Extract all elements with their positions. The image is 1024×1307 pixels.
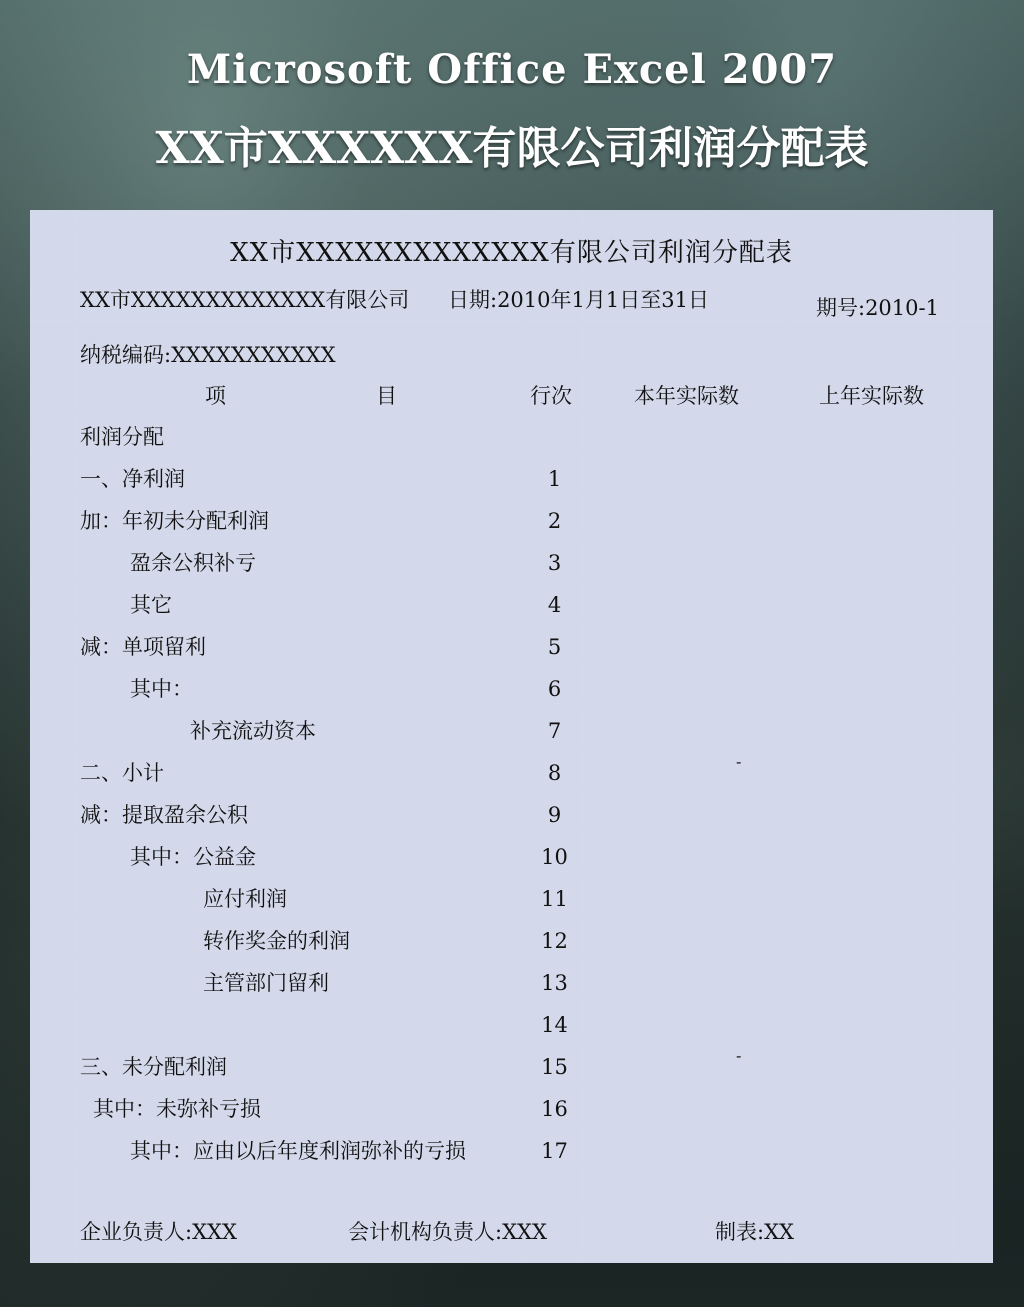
period-number: 期号:2010-1 (816, 296, 939, 320)
gridline (30, 1081, 993, 1083)
footer-preparer: 制表:XX (715, 1220, 794, 1244)
row-line-no: 11 (541, 887, 568, 911)
sheet-title: XX市XXXXXXXXXXXXX有限公司利润分配表 (230, 238, 793, 268)
row-label: 其它 (130, 593, 172, 617)
row-label: 三、未分配利润 (80, 1055, 227, 1079)
row-label: 盈余公积补亏 (130, 551, 256, 575)
gridline (30, 997, 993, 999)
gridline (30, 274, 993, 276)
row-label: 一、净利润 (80, 467, 185, 491)
gridline (30, 535, 993, 537)
company-name: XX市XXXXXXXXXXXXX有限公司 (80, 288, 410, 312)
row-label: 补充流动资本 (190, 719, 316, 743)
gridline (30, 577, 993, 579)
gridline (30, 619, 993, 621)
row-line-no: 5 (547, 635, 562, 659)
row-line-no: 3 (547, 551, 562, 575)
gridline (952, 210, 954, 1263)
header-last-year: 上年实际数 (819, 384, 924, 408)
header-item: 项 (205, 384, 226, 408)
row-line-no: 8 (547, 761, 562, 785)
row-label: 减：单项留利 (80, 635, 206, 659)
gridline (30, 871, 993, 873)
footer-manager: 企业负责人:XXX (80, 1220, 237, 1244)
spreadsheet (30, 210, 993, 1263)
row-label: 利润分配 (80, 425, 164, 449)
gridline (30, 955, 993, 957)
banner-title: Microsoft Office Excel 2007 (186, 46, 838, 93)
row-label: 减：提取盈余公积 (80, 803, 248, 827)
header-line-no: 行次 (530, 384, 572, 408)
gridline (30, 409, 993, 411)
row-label: 其中：公益金 (130, 845, 256, 869)
gridline (30, 745, 993, 747)
gridline (75, 210, 77, 1263)
row-label: 其中：应由以后年度利润弥补的亏损 (130, 1139, 466, 1163)
gridline (30, 1123, 993, 1125)
row-label: 其中：未弥补亏损 (93, 1097, 261, 1121)
row-line-no: 14 (541, 1013, 568, 1037)
gridline (30, 787, 993, 789)
gridline (30, 493, 993, 495)
row-label: 加：年初未分配利润 (80, 509, 269, 533)
row-line-no: 6 (547, 677, 562, 701)
row-label: 转作奖金的利润 (203, 929, 350, 953)
gridline (30, 703, 993, 705)
row-line-no: 13 (541, 971, 568, 995)
gridline (30, 320, 993, 322)
tax-id: 纳税编码:XXXXXXXXXXX (80, 343, 336, 367)
gridline (30, 227, 993, 229)
gridline (30, 1249, 993, 1251)
row-line-no: 2 (547, 509, 562, 533)
gridline (30, 451, 993, 453)
gridline (30, 829, 993, 831)
row-label: 主管部门留利 (203, 971, 329, 995)
row-line-no: 9 (547, 803, 562, 827)
banner-subtitle: XX市XXXXXX有限公司利润分配表 (155, 123, 869, 174)
gridline (30, 661, 993, 663)
gridline (789, 210, 791, 1263)
header-item-2: 目 (376, 384, 397, 408)
row-label: 应付利润 (203, 887, 287, 911)
gridline (30, 913, 993, 915)
row-line-no: 15 (541, 1055, 568, 1079)
row-line-no: 17 (541, 1139, 568, 1163)
footer-accounting: 会计机构负责人:XXX (348, 1220, 547, 1244)
row-this-year: - (736, 1046, 742, 1065)
gridline (30, 1165, 993, 1167)
row-line-no: 16 (541, 1097, 568, 1121)
header-this-year: 本年实际数 (634, 384, 739, 408)
row-line-no: 1 (547, 467, 562, 491)
gridline (30, 367, 993, 369)
row-line-no: 4 (547, 593, 562, 617)
gridline (30, 1207, 993, 1209)
date-range: 日期:2010年1月1日至31日 (448, 288, 709, 312)
row-label: 其中： (130, 677, 193, 701)
row-line-no: 7 (547, 719, 562, 743)
gridline (30, 1039, 993, 1041)
row-line-no: 10 (541, 845, 568, 869)
row-this-year: - (736, 752, 742, 771)
row-line-no: 12 (541, 929, 568, 953)
row-label: 二、小计 (80, 761, 164, 785)
